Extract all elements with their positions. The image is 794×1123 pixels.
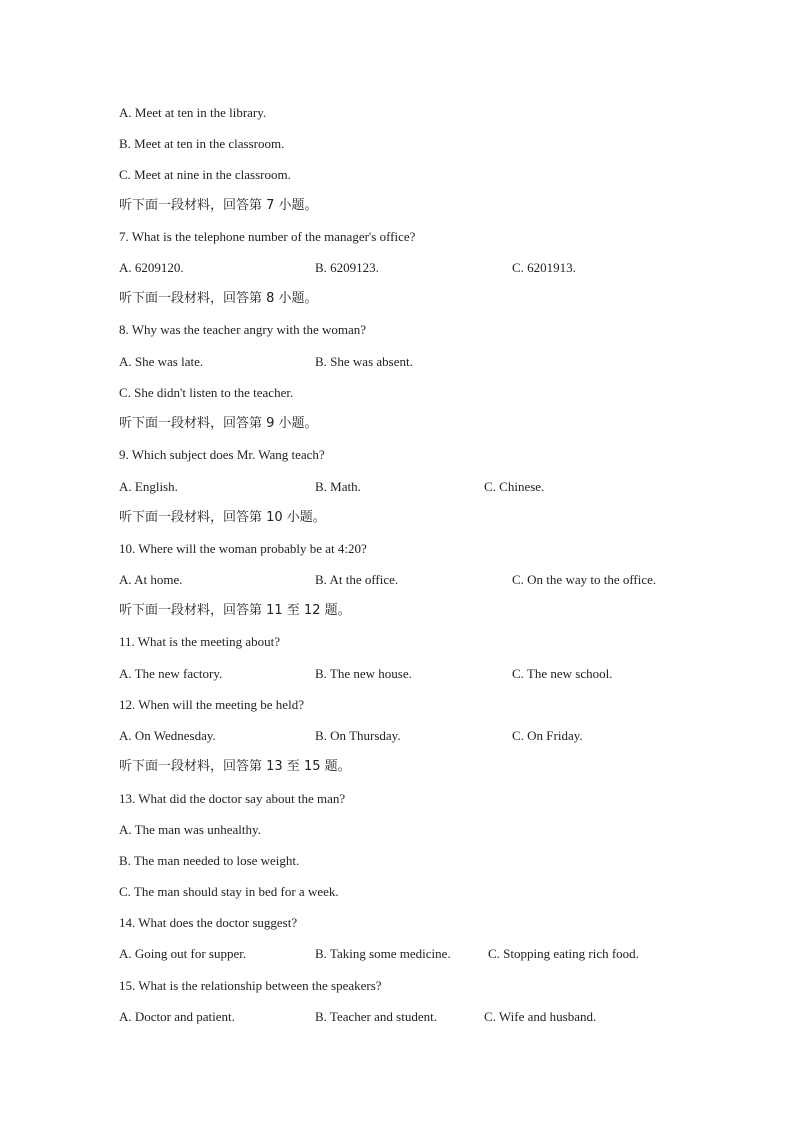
answer-option: A. Going out for supper.: [119, 946, 247, 961]
question-line: B. Meet at ten in the classroom.: [119, 136, 285, 151]
answer-option: B. 6209123.: [315, 260, 379, 275]
answer-option: B. On Thursday.: [315, 728, 401, 743]
answer-option: A. She was late.: [119, 354, 204, 369]
answer-option: C. Chinese.: [484, 479, 545, 494]
answer-option: B. Teacher and student.: [315, 1009, 437, 1024]
answer-option: C. The new school.: [512, 666, 613, 681]
question-line: A. The man was unhealthy.: [119, 822, 261, 837]
answer-option: B. Taking some medicine.: [315, 946, 451, 961]
section-instruction: 听下面一段材料，回答第 7 小题。: [119, 198, 318, 213]
section-instruction: 听下面一段材料，回答第 8 小题。: [119, 291, 318, 306]
question-line: C. She didn't listen to the teacher.: [119, 385, 294, 400]
question-line: A. Meet at ten in the library.: [119, 105, 267, 120]
question-line: 9. Which subject does Mr. Wang teach?: [119, 447, 325, 462]
question-line: 7. What is the telephone number of the manager's office?: [119, 229, 416, 244]
answer-option: C. Wife and husband.: [484, 1009, 597, 1024]
question-line: 14. What does the doctor suggest?: [119, 915, 298, 930]
answer-option: C. 6201913.: [512, 260, 576, 275]
section-instruction: 听下面一段材料，回答第 9 小题。: [119, 416, 318, 431]
answer-option: B. At the office.: [315, 572, 399, 587]
answer-option: C. On the way to the office.: [512, 572, 657, 587]
question-line: C. The man should stay in bed for a week.: [119, 884, 339, 899]
question-line: 8. Why was the teacher angry with the woman?: [119, 322, 367, 337]
question-line: C. Meet at nine in the classroom.: [119, 167, 291, 182]
question-line: 13. What did the doctor say about the man?: [119, 791, 346, 806]
answer-option: A. English.: [119, 479, 178, 494]
answer-option: A. The new factory.: [119, 666, 223, 681]
section-instruction: 听下面一段材料，回答第 10 小题。: [119, 510, 326, 525]
answer-option: C. On Friday.: [512, 728, 583, 743]
question-line: 11. What is the meeting about?: [119, 634, 281, 649]
section-instruction: 听下面一段材料，回答第 13 至 15 题。: [119, 759, 351, 774]
answer-option: A. On Wednesday.: [119, 728, 216, 743]
answer-option: A. At home.: [119, 572, 183, 587]
answer-option: C. Stopping eating rich food.: [488, 946, 639, 961]
answer-option: A. 6209120.: [119, 260, 184, 275]
question-line: 10. Where will the woman probably be at 4:20?: [119, 541, 367, 556]
question-line: 12. When will the meeting be held?: [119, 697, 304, 712]
answer-option: B. She was absent.: [315, 354, 413, 369]
answer-option: B. Math.: [315, 479, 361, 494]
answer-option: B. The new house.: [315, 666, 412, 681]
question-line: 15. What is the relationship between the speakers?: [119, 978, 382, 993]
question-line: B. The man needed to lose weight.: [119, 853, 300, 868]
answer-option: A. Doctor and patient.: [119, 1009, 235, 1024]
section-instruction: 听下面一段材料，回答第 11 至 12 题。: [119, 603, 351, 618]
